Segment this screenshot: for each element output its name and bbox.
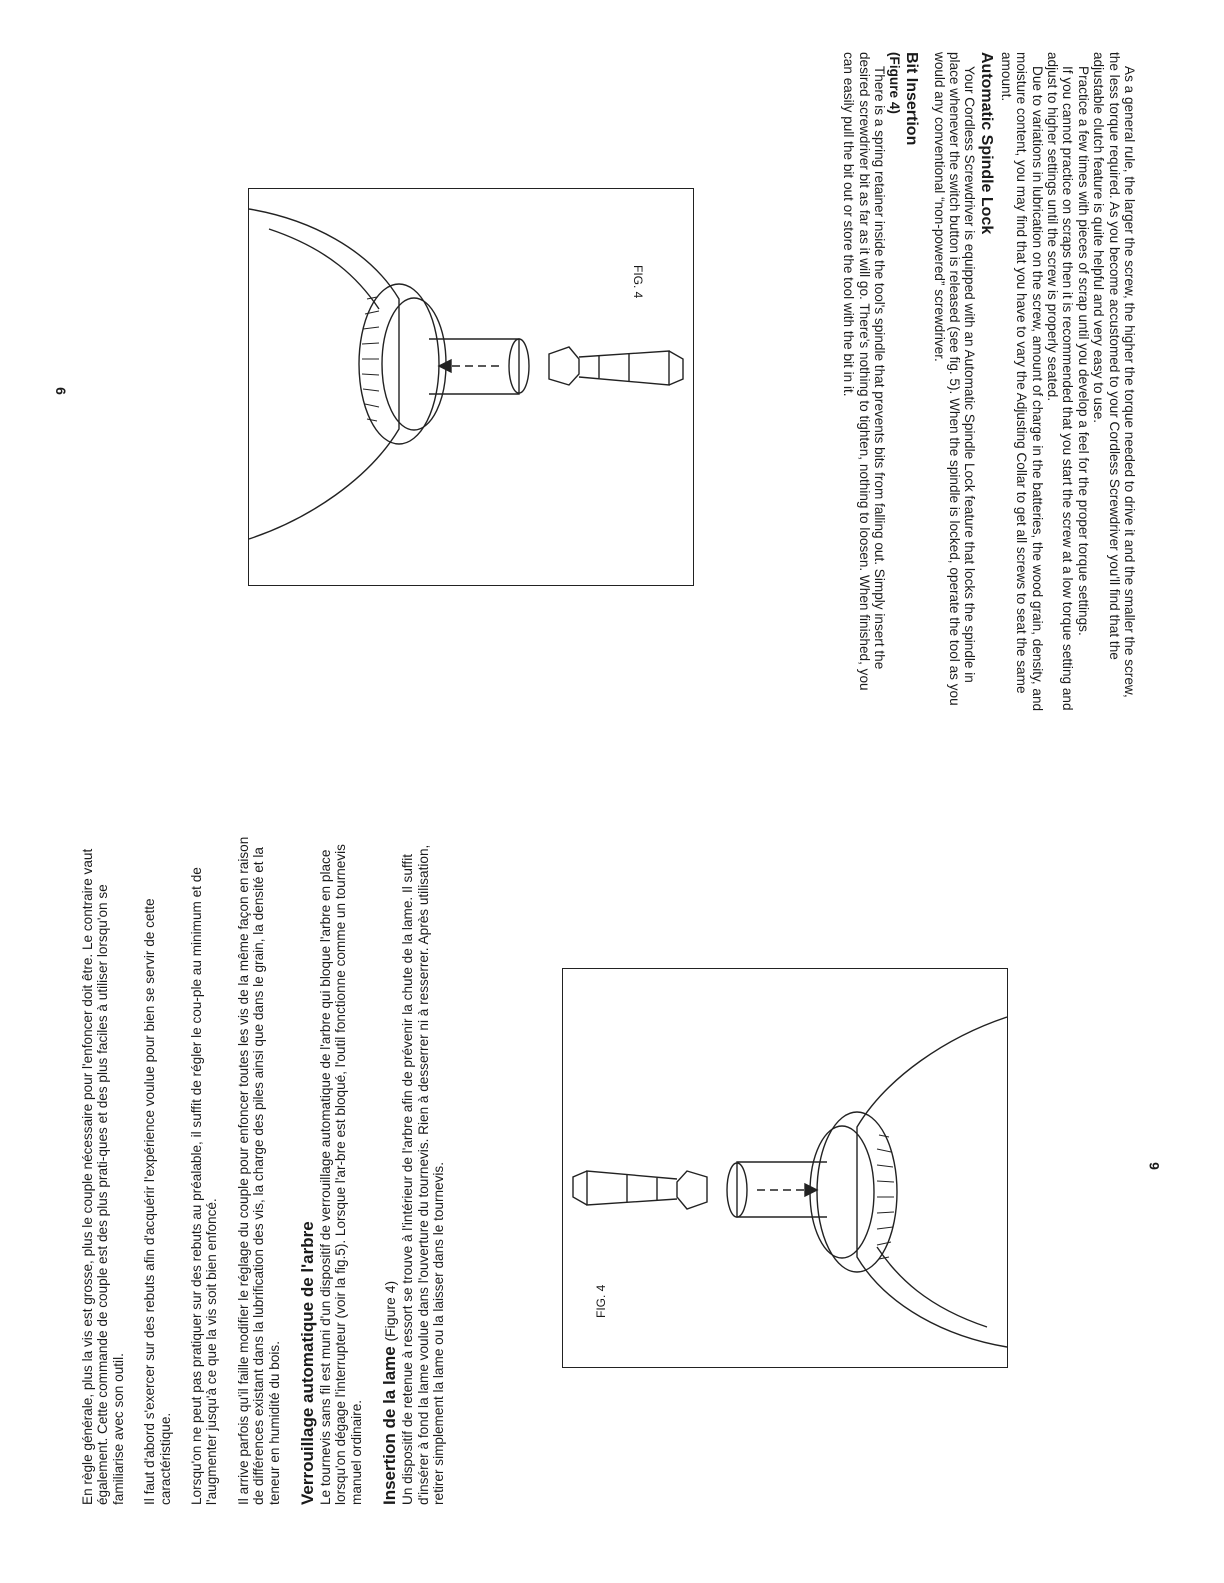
fr-para-1: En règle générale, plus la vis est grosse, plus le couple nécessaire pour l'enfoncer doit être. Le contraire vaut également. Cette commande de couple est des plus prati-ques et des plus faciles à utiliser lorsqu'on se familiarise avec son outil.: [80, 848, 126, 1505]
fr-para-4: Il arrive parfois qu'il faille modifier le réglage du couple pour enfoncer toutes les vis de la même façon en raison de différences existant dans la lubrification des vis, la charge des piles ainsi que dans le grain, la densité et la teneur en humidité du bois.: [235, 836, 282, 1505]
fr-insert-text: Un dispositif de retenue à ressort se trouve à l'intérieur de l'arbre afin de prévenir la chute de la lame. Il suffit d'insérer à fond la lame voulue dans l'ouverture du tournevis. Rien à desserrer ni à resserrer. Après utilisation, retirer simplement la lame ou la laisser dans le tournevis.: [400, 844, 447, 1505]
en-spindle-heading: Automatic Spindle Lock: [978, 52, 996, 235]
en-page-number: 6: [52, 387, 69, 395]
fr-para-2: Il faut d'abord s'exercer sur des rebuts afin d'acquérir l'expérience voulue pour bien se servir de cette caractéristique.: [142, 898, 173, 1505]
en-intro-3: If you cannot practice on scraps then it is recommended that you start the screw at a low torque setting and adjust to higher settings until the screw is properly seated.: [1044, 52, 1076, 711]
fr-insert-heading: [380, 825, 400, 1505]
en-spindle-text: Your Cordless Screwdriver is equipped with an Automatic Spindle Lock feature that locks the spindle in place whenever the switch button is released (see fig. 5). When the spindle is locked, operate the tool as you would any conventional “non-powered” screwdriver.: [931, 52, 978, 706]
fr-lock-text: Le tournevis sans fil est muni d'un dispositif de verrouillage automatique de l'arbre qui bloque l'arbre en place lorsqu'on dégage l'interrupteur (voir la fig.5). Lorsque l'ar-bre est bloqué, l'outil fonctionne comme un tournevis manuel ordinaire.: [318, 844, 364, 1505]
fr-insert-heading-main: Insertion de la lame: [380, 1346, 400, 1505]
fr-lock-heading: Verrouillage automatique de l'arbre: [298, 1221, 318, 1505]
fr-figure-label: FIG. 4: [594, 1284, 608, 1318]
en-bit-subheading: (Figure 4): [887, 52, 903, 114]
fr-para-3: Lorsqu'on ne peut pas pratiquer sur des rebuts au préalable, il suffit de régler le cou-ple au minimum et de l'augmenter jusqu'à ce que la vis soit bien enfoncé.: [189, 867, 220, 1505]
en-figure-label: FIG. 4: [631, 265, 645, 299]
en-intro-4: Due to variations in lubrication on the screw, amount of charge in the batteries, the wood grain, density, and moisture content, you may find that you have to vary the Adjusting Collar to get all screws to seat the same amount.: [998, 52, 1045, 712]
en-intro-1: As a general rule, the larger the screw, the higher the torque needed to drive it and the smaller the screw, the less torque required. As you become accustomed to your Cordless Screwdriver you'll find that the adjustable clutch feature is quite helpful and very easy to use.: [1091, 52, 1137, 698]
screwdriver-bit-illustration: [249, 189, 693, 585]
english-page: [719, 52, 1137, 742]
en-bit-heading: Bit Insertion: [903, 52, 921, 146]
en-bit-text: There is a spring retainer inside the tool's spindle that prevents bits from falling out. Simply insert the desired screwdriver bit as far as it will go. There's nothing to tighten, nothing to loosen. When finished, you can easily pull the bit out or store the tool with the bit in it.: [841, 52, 888, 691]
french-page: [80, 815, 520, 1505]
fr-figure-4: [562, 968, 1008, 1368]
fr-page-number: 6: [1145, 1162, 1162, 1170]
screwdriver-bit-illustration: [563, 969, 1007, 1367]
english-text-block: [841, 52, 1137, 712]
french-text-block: [80, 825, 447, 1505]
en-figure-4: [248, 188, 694, 586]
fr-insert-heading-suffix: (Figure 4): [382, 1280, 399, 1342]
en-intro-2: Practice a few times with pieces of scrap until you develop a feel for the proper torque settings.: [1075, 66, 1091, 636]
